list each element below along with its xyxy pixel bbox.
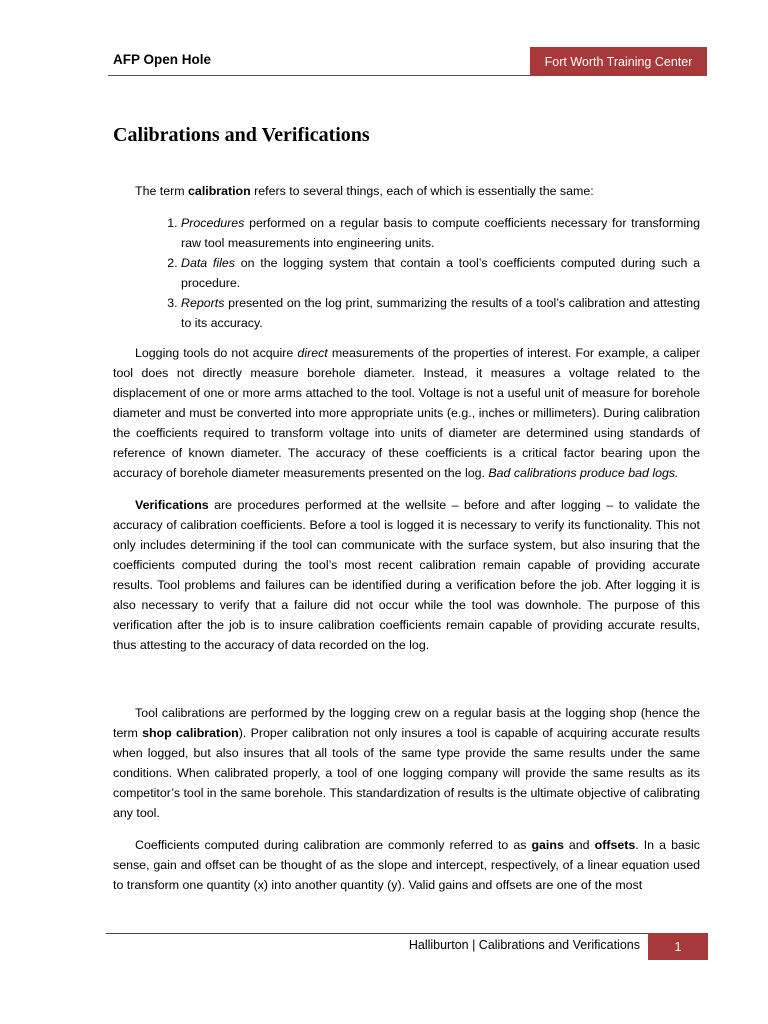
direct-emphasis: direct: [297, 346, 328, 360]
gains-mid: and: [563, 838, 595, 852]
definition-term: Procedures: [181, 216, 245, 230]
direct-mid: measurements of the properties of interest. For example, a caliper tool does not directly measure borehole diameter. Instead, it measures a voltage related to the displacement of one or more arms attached to the tool. Voltage is not a useful unit of measure for borehole diameter and must be converted into more appropriate units (e.g., inches or millimeters). During calibration the coefficients required to transform voltage into units of diameter are determined using standards of reference of known diameter. The accuracy of these coefficients is a critical factor bearing upon the accuracy of borehole diameter measurements presented on the log.: [113, 346, 700, 480]
header-title: AFP Open Hole: [113, 52, 212, 67]
gains-term: gains: [531, 838, 564, 852]
intro-term: calibration: [188, 184, 251, 198]
shop-term: shop calibration: [142, 726, 239, 740]
definition-term: Reports: [181, 296, 225, 310]
definition-list: [113, 213, 700, 333]
page-number: 1: [648, 933, 708, 960]
shop-calibration-paragraph: [113, 703, 700, 823]
verifications-paragraph: [113, 495, 700, 655]
intro-pre: The term: [135, 184, 189, 198]
header-training-center: Fort Worth Training Center: [530, 47, 707, 76]
verifications-text: are procedures performed at the wellsite – before and after logging – to validate the accuracy of calibration coefficients. Before a tool is logged it is necessary to verify its functionality. This not only includes determining if the tool can communicate with the surface system, but also insuring that the coefficients computed during the tool’s most recent calibration remain capable of providing accurate results. Tool problems and failures can be identified during a verification before the job. After logging it is also necessary to verify that a failure did not occur while the tool was downhole. The purpose of this verification after the job is to insure calibration coefficients remain capable of providing accurate results, thus attesting to the accuracy of data recorded on the log.: [113, 498, 700, 652]
definition-item: [181, 253, 700, 293]
gains-post: . In a basic sense, gain and offset can be thought of as the slope and intercept, respectively, of a linear equation used to transform one quantity (x) into another quantity (y). Valid gains and offsets are one of the most: [113, 838, 700, 892]
shop-post: ). Proper calibration not only insures a tool is capable of acquiring accurate results when logged, but also insures that all tools of the same type provide the same results under the same conditions. When calibrated properly, a tool of one logging company will provide the same results as its competitor’s tool in the same borehole. This standardization of results is the ultimate objective of calibrating any tool.: [113, 726, 700, 820]
definition-text: presented on the log print, summarizing the results of a tool’s calibration and attesting to its accuracy.: [181, 296, 700, 330]
header-rule: [108, 75, 530, 76]
offsets-term: offsets: [594, 838, 636, 852]
direct-closing-emphasis: Bad calibrations produce bad logs.: [488, 466, 679, 480]
intro-paragraph: [113, 181, 700, 201]
footer-rule: [106, 933, 648, 934]
page-title: Calibrations and Verifications: [113, 124, 370, 146]
direct-measurements-paragraph: [113, 343, 700, 483]
footer-text: Halliburton | Calibrations and Verifications: [408, 938, 640, 952]
intro-post: refers to several things, each of which is essentially the same:: [250, 184, 594, 198]
gains-pre: Coefficients computed during calibration are commonly referred to as: [135, 838, 532, 852]
definition-item: [181, 213, 700, 253]
definition-text: on the logging system that contain a tool’s coefficients computed during such a procedure.: [181, 256, 701, 290]
shop-pre: Tool calibrations are performed by the logging crew on a regular basis at the logging shop (hence the term: [113, 706, 700, 740]
gains-offsets-paragraph: [113, 835, 700, 895]
verifications-term: Verifications: [135, 498, 209, 512]
definition-item: [181, 293, 700, 333]
definition-term: Data files: [181, 256, 235, 270]
direct-pre: Logging tools do not acquire: [135, 346, 298, 360]
document-body: [113, 181, 700, 895]
definition-text: performed on a regular basis to compute coefficients necessary for transforming raw tool measurements into engineering units.: [181, 216, 700, 250]
